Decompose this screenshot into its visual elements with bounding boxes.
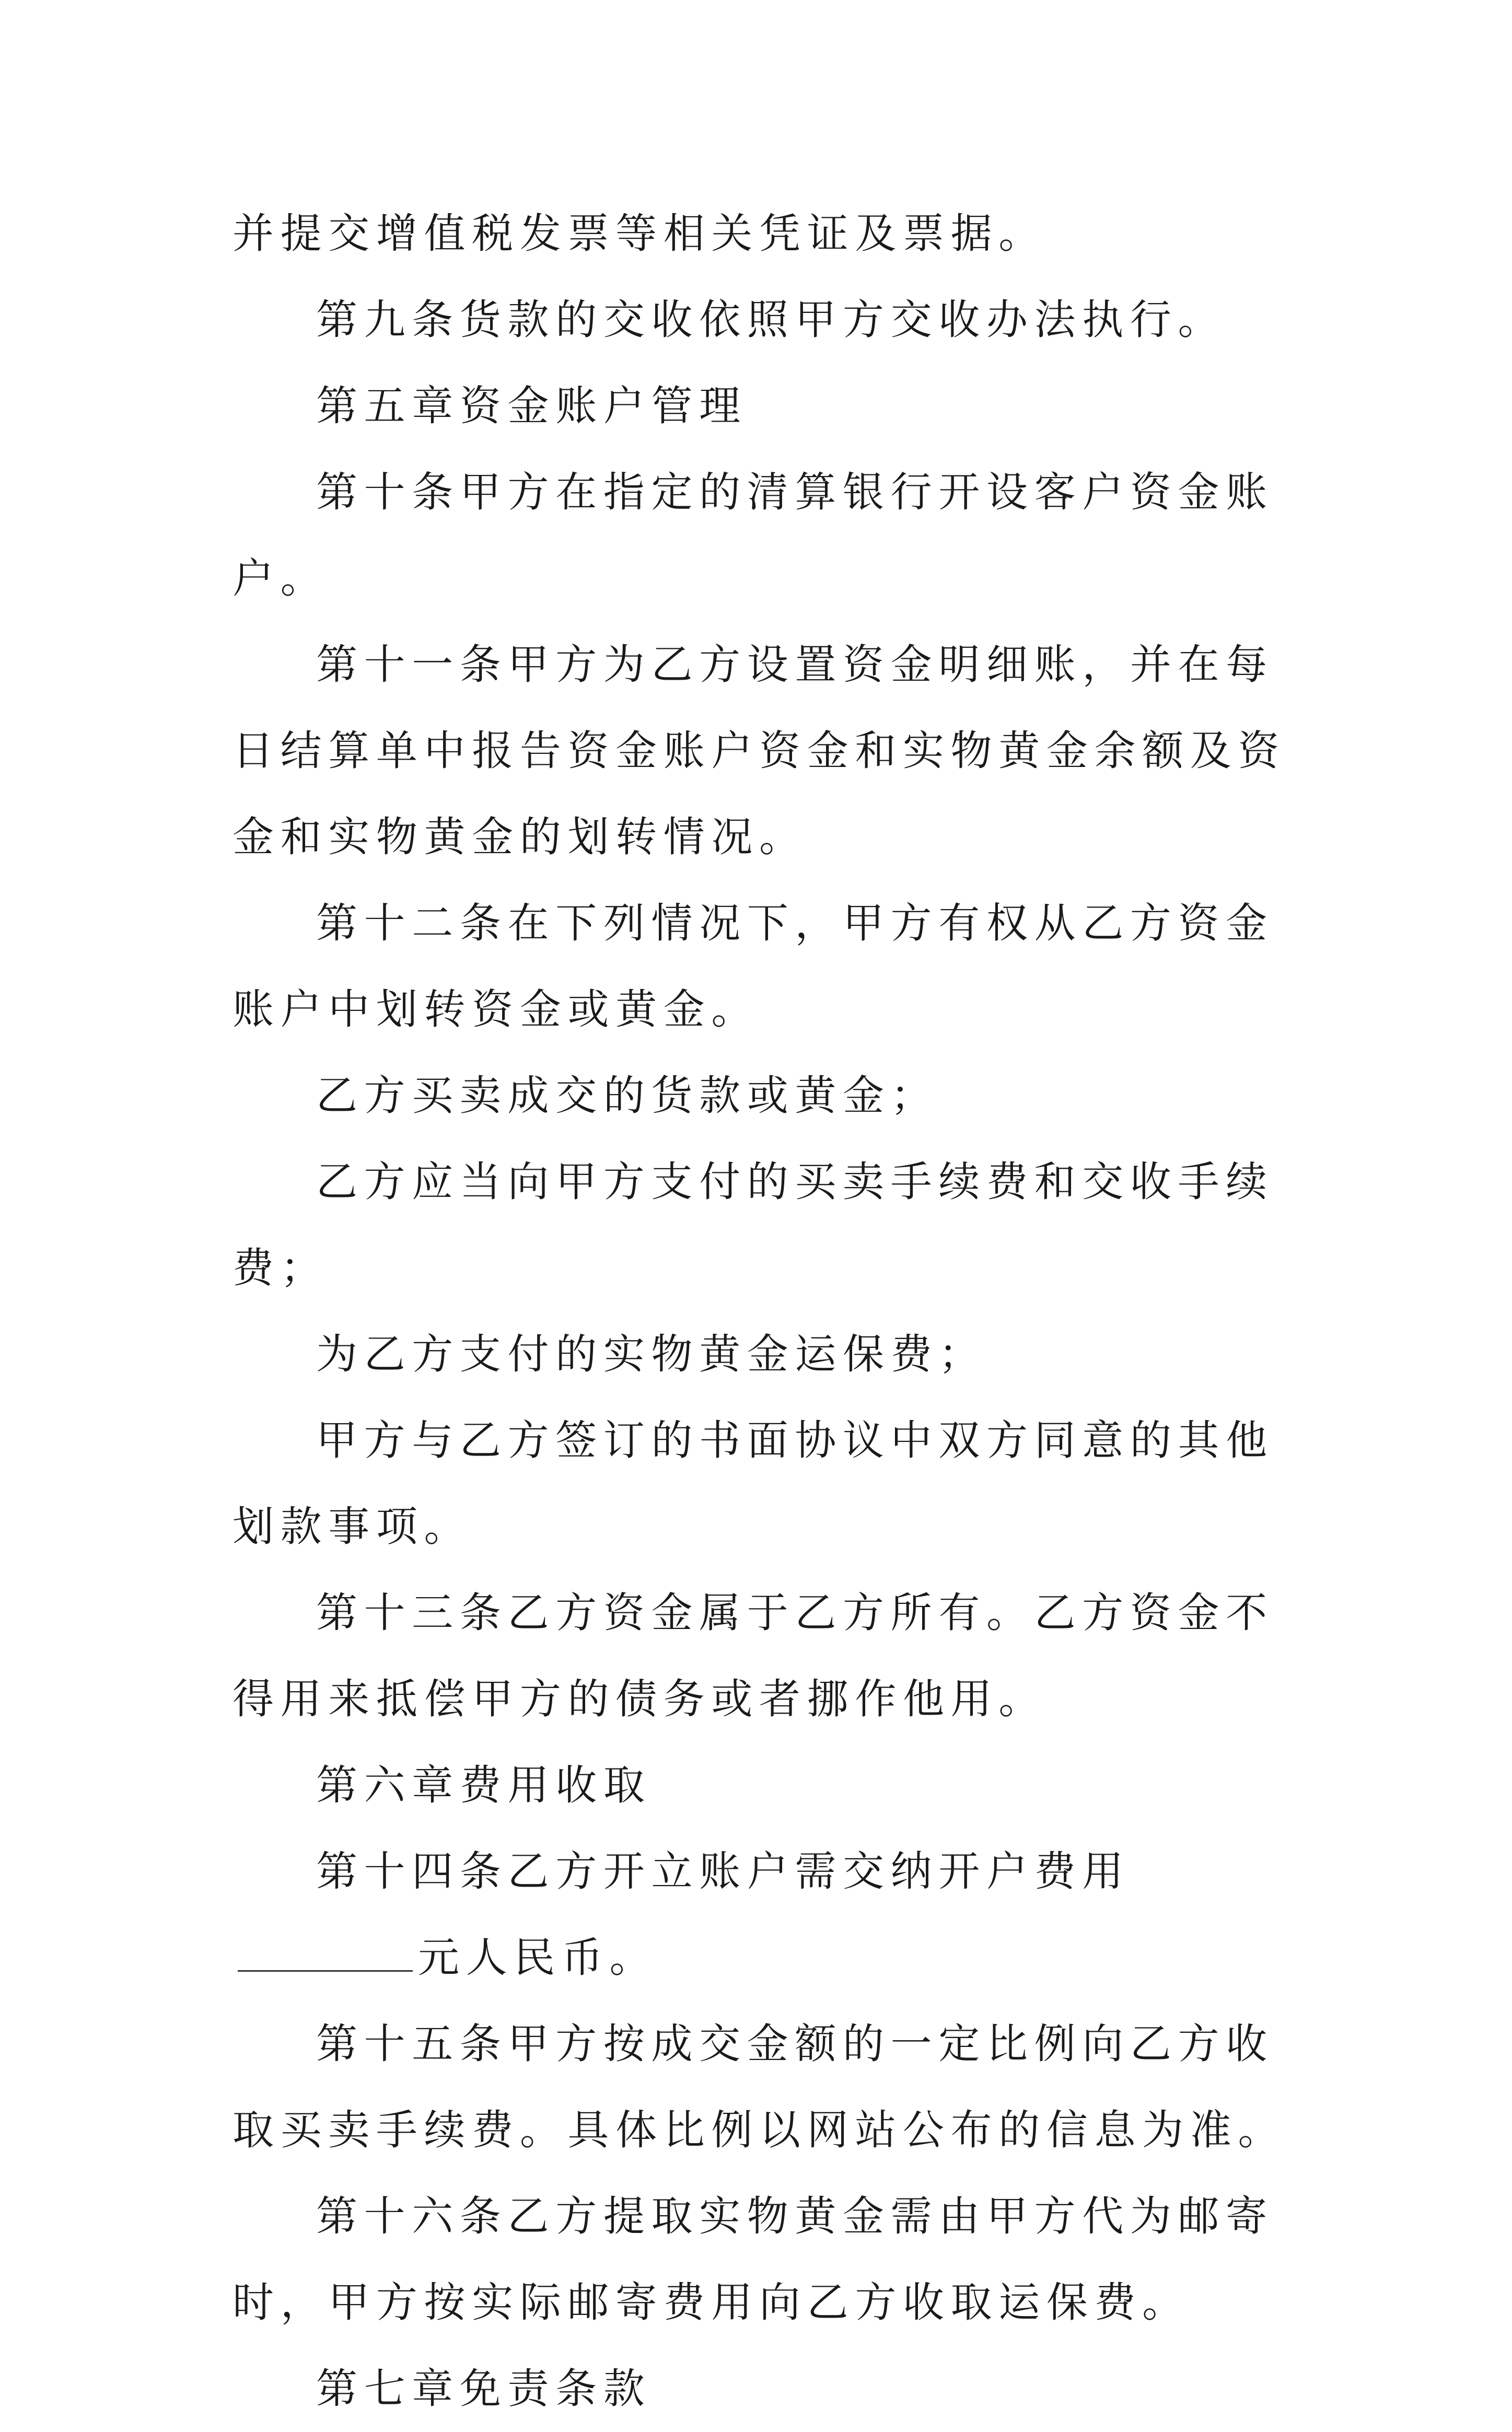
article-12-item-4: 甲方与乙方签订的书面协议中双方同意的其他划款事项。 (232, 1416, 1274, 1551)
chapter-5-heading: 第五章资金账户管理 (316, 382, 747, 430)
article-11: 第十一条甲方为乙方设置资金明细账，并在每日结算单中报告资金账户资金和实物黄金余额及资金和实物黄金的划转情况。 (232, 641, 1286, 861)
article-9: 第九条货款的交收依照甲方交收办法执行。 (316, 296, 1226, 344)
article-14 (232, 1829, 1293, 2001)
article-12: 第十二条在下列情况下，甲方有权从乙方资金账户中划转资金或黄金。 (232, 899, 1274, 1033)
chapter-6-heading: 第六章费用收取 (316, 1761, 652, 1809)
document-body (232, 191, 1293, 2432)
article-16: 第十六条乙方提取实物黄金需由甲方代为邮寄时，甲方按实际邮寄费用向乙方收取运保费。 (232, 2192, 1274, 2326)
article-12-item-3: 为乙方支付的实物黄金运保费； (316, 1330, 986, 1378)
article-12-item-1: 乙方买卖成交的货款或黄金； (316, 1072, 939, 1120)
article-10: 第十条甲方在指定的清算银行开设客户资金账户。 (232, 468, 1274, 602)
article-12-item-2: 乙方应当向甲方支付的买卖手续费和交收手续费； (232, 1158, 1274, 1292)
article-14-text-after: 元人民币。 (418, 1934, 658, 1982)
fee-amount-blank (238, 1965, 413, 1972)
article-15: 第十五条甲方按成交金额的一定比例向乙方收取买卖手续费。具体比例以网站公布的信息为准。 (232, 2020, 1286, 2154)
paragraph-continuation: 并提交增值税发票等相关凭证及票据。 (232, 210, 1046, 258)
article-13: 第十三条乙方资金属于乙方所有。乙方资金不得用来抵偿甲方的债务或者挪作他用。 (232, 1589, 1274, 1723)
article-14-text-before: 第十四条乙方开立账户需交纳开户费用 (316, 1847, 1130, 1895)
chapter-7-heading: 第七章免责条款 (316, 2365, 652, 2413)
